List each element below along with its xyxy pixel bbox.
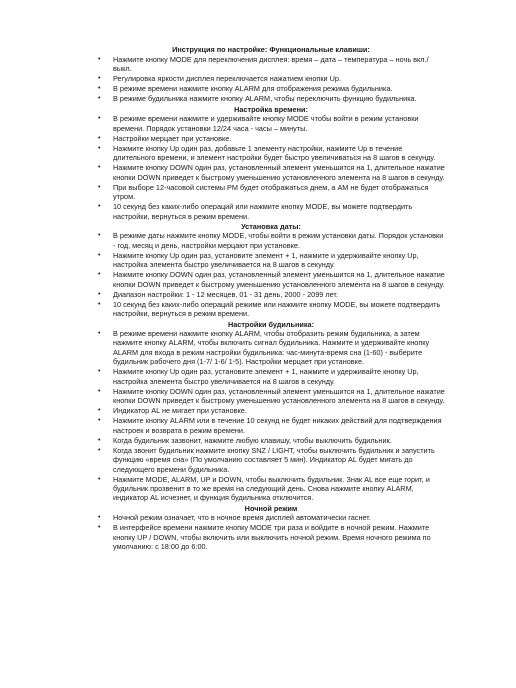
list-item-text: Нажмите кнопку Up один раз, добавьте 1 элементу настройки, нажмите Up в течение длительного времени, и элемент настройки будет быстро увеличиваться на 8 шагов в секунду. [113, 143, 436, 163]
bullet-icon: • [98, 232, 101, 240]
list-item [96, 513, 446, 522]
list-item-text: Настройки мерцает при установке. [113, 133, 232, 143]
bullet-icon: • [98, 524, 101, 532]
bullet-icon: • [98, 330, 101, 338]
bullet-icon: • [98, 134, 101, 142]
list-item [96, 55, 446, 74]
bullet-icon: • [98, 183, 101, 191]
bullet-icon: • [98, 75, 101, 83]
list-item [96, 387, 446, 406]
list-item-text: 10 секунд без каких-либо операций режиме или нажмите кнопку MODE, вы можете подтвердить настройки, вернуться в режим времени. [113, 300, 441, 319]
list-item-text: Нажмите кнопку DOWN один раз, установленный элемент уменьшится на 1, длительное нажатие кнопки DOWN приведет к быстрому уменьшению установленного элемента на 8 шагов в секунду. [113, 163, 445, 182]
list-item [96, 300, 446, 319]
list-item-text: Нажмите кнопку MODE для переключения дисплея: время – дата – температура – ночь вкл./выкл. [113, 54, 429, 73]
list-item-text: Диапазон настройки: 1 - 12 месяцев, 01 - 31 день, 2000 - 2099 лет. [113, 289, 338, 299]
list-item-text: Нажмите кнопку Up один раз, установите элемент + 1, нажмите и удерживайте кнопку Up, настройка элемента быстро увеличивается на 8 шагов в секунду. [113, 250, 419, 270]
list-item [96, 84, 446, 93]
list-item-text: Когда звонит будильник нажмите кнопку SNZ / LIGHT, чтобы выключить будильник и запустить функцию «время сна» (По умолчанию составляет 5 мин). Индикатор AL будет мигать до следующего времени будильника. [113, 446, 435, 474]
list-item-text: Нажмите кнопку ALARM или в течение 10 секунд не будет никаких действий для подтверждения настроек и возврата в режим времени. [113, 416, 442, 435]
bullet-icon: • [98, 144, 101, 152]
list-item [96, 202, 446, 221]
list-item-text: В интерфейсе времени нажмите кнопку MODE три раза и войдите в ночной режим. Нажмите кнопку UP / DOWN, чтобы включить или выключить ночной режим. Время ночного режима по умолчанию: с 18:00 до 6:00. [113, 523, 431, 551]
bullet-icon: • [98, 251, 101, 259]
list-item [96, 523, 446, 551]
list-item-text: Нажмите кнопку Up один раз, установите элемент + 1, нажмите и удерживайте кнопку Up, настройка элемента быстро увеличивается на 8 шагов в секунду. [113, 367, 419, 386]
list-item-text: 10 секунд без каких-либо операций или нажмите кнопку MODE, вы можете подтвердить настройки, вернуться в режим времени. [113, 202, 413, 221]
list-item [96, 144, 446, 163]
bullet-icon: • [98, 417, 101, 425]
bullet-icon: • [98, 407, 101, 415]
list-item [96, 251, 446, 270]
list-item [96, 163, 446, 182]
bullet-icon: • [98, 164, 101, 172]
section-title: Инструкция по настройке: Функциональные клавиши: [172, 45, 370, 54]
list-item-text: Индикатор AL не мигает при установке. [113, 406, 247, 416]
bullet-list [96, 329, 446, 503]
list-item-text: Нажмите MODE, ALARM, UP и DOWN, чтобы выключить будильник. Знак AL все еще горит, и будильник прозвенит в то же время на следующий день. Снова нажмите кнопку ALARM, индикатор AL исчезнет, и функция будильника отключится. [113, 474, 430, 503]
list-item-text: Нажмите кнопку DOWN один раз, установленный элемент уменьшится на 1, длительное нажатие кнопки DOWN приведет к быстрому уменьшению установленного элемента на 8 шагов в секунду. [113, 386, 445, 406]
list-item [96, 231, 446, 250]
list-item-text: В режиме даты нажмите кнопку MODE, чтобы войти в режим установки даты. Порядок установки - год, месяц и день, настройки мерцают при установке. [113, 231, 444, 250]
list-item [96, 436, 446, 445]
bullet-icon: • [98, 368, 101, 376]
section-title: Настройка времени: [234, 104, 308, 114]
bullet-icon: • [98, 387, 101, 395]
list-item [96, 406, 446, 415]
bullet-icon: • [98, 85, 101, 93]
bullet-icon: • [98, 271, 101, 279]
bullet-icon: • [98, 95, 101, 103]
bullet-icon: • [98, 290, 101, 298]
bullet-icon: • [98, 55, 101, 63]
list-item [96, 446, 446, 474]
list-item [96, 329, 446, 366]
bullet-icon: • [98, 447, 101, 455]
bullet-icon: • [98, 514, 101, 522]
list-item [96, 475, 446, 503]
list-item-text: Ночной режим означает, что в ночное время дисплей автоматически гаснет. [113, 513, 371, 523]
list-item-text: В режиме времени нажмите и удерживайте кнопку MODE чтобы войти в режим установки времени. Порядок установки 12/24 часа - часы – минуты. [113, 114, 419, 133]
bullet-list [96, 513, 446, 551]
list-item [96, 290, 446, 299]
bullet-list [96, 231, 446, 318]
list-item [96, 74, 446, 83]
bullet-icon: • [98, 475, 101, 483]
list-item [96, 270, 446, 289]
section-title: Настройки будильника: [227, 319, 315, 329]
bullet-icon: • [98, 301, 101, 309]
bullet-icon: • [98, 436, 101, 444]
section-title: Установка даты: [241, 221, 301, 231]
list-item [96, 416, 446, 435]
list-item-text: При выборе 12-часовой системы PM будет отображаться днем, а AM не будет отображаться утром. [113, 182, 429, 202]
list-item [96, 134, 446, 143]
list-item-text: Нажмите кнопку DOWN один раз, установленный элемент уменьшится на 1, длительное нажатие кнопки DOWN приведет к быстрому уменьшению установленного элемента на 8 шагов в секунду. [113, 270, 445, 289]
list-item-text: Когда будильник зазвонит, нажмите любую клавишу, чтобы выключить будильник. [113, 435, 392, 445]
section-title: Ночной режим [244, 503, 298, 513]
bullet-list [96, 55, 446, 104]
list-item [96, 367, 446, 386]
list-item-text: В режиме будильника нажмите кнопку ALARM, чтобы переключить функцию будильника. [113, 94, 417, 104]
list-item-text: В режиме времени нажмите кнопку ALARM, чтобы отобразить режим будильника, а затем нажмите кнопку ALARM, чтобы включить сигнал будильника. Нажмите и удерживайте кнопку ALARM для входа в режим настройки будильника: час-минута-время сна (1-60) - выберите будильник рабочего дня (1-7/ 1-6/ 1-5). Настройки мерцает при установке. [113, 329, 430, 367]
list-item [96, 94, 446, 103]
list-item [96, 183, 446, 202]
list-item-text: Регулировка яркости дисплея переключается нажатием кнопки Up. [113, 74, 341, 84]
bullet-list [96, 114, 446, 221]
bullet-icon: • [98, 115, 101, 123]
bullet-icon: • [98, 203, 101, 211]
list-item [96, 114, 446, 133]
instruction-body [96, 45, 446, 552]
list-item-text: В режиме времени нажмите кнопку ALARM для отображения режима будильника. [113, 84, 393, 94]
